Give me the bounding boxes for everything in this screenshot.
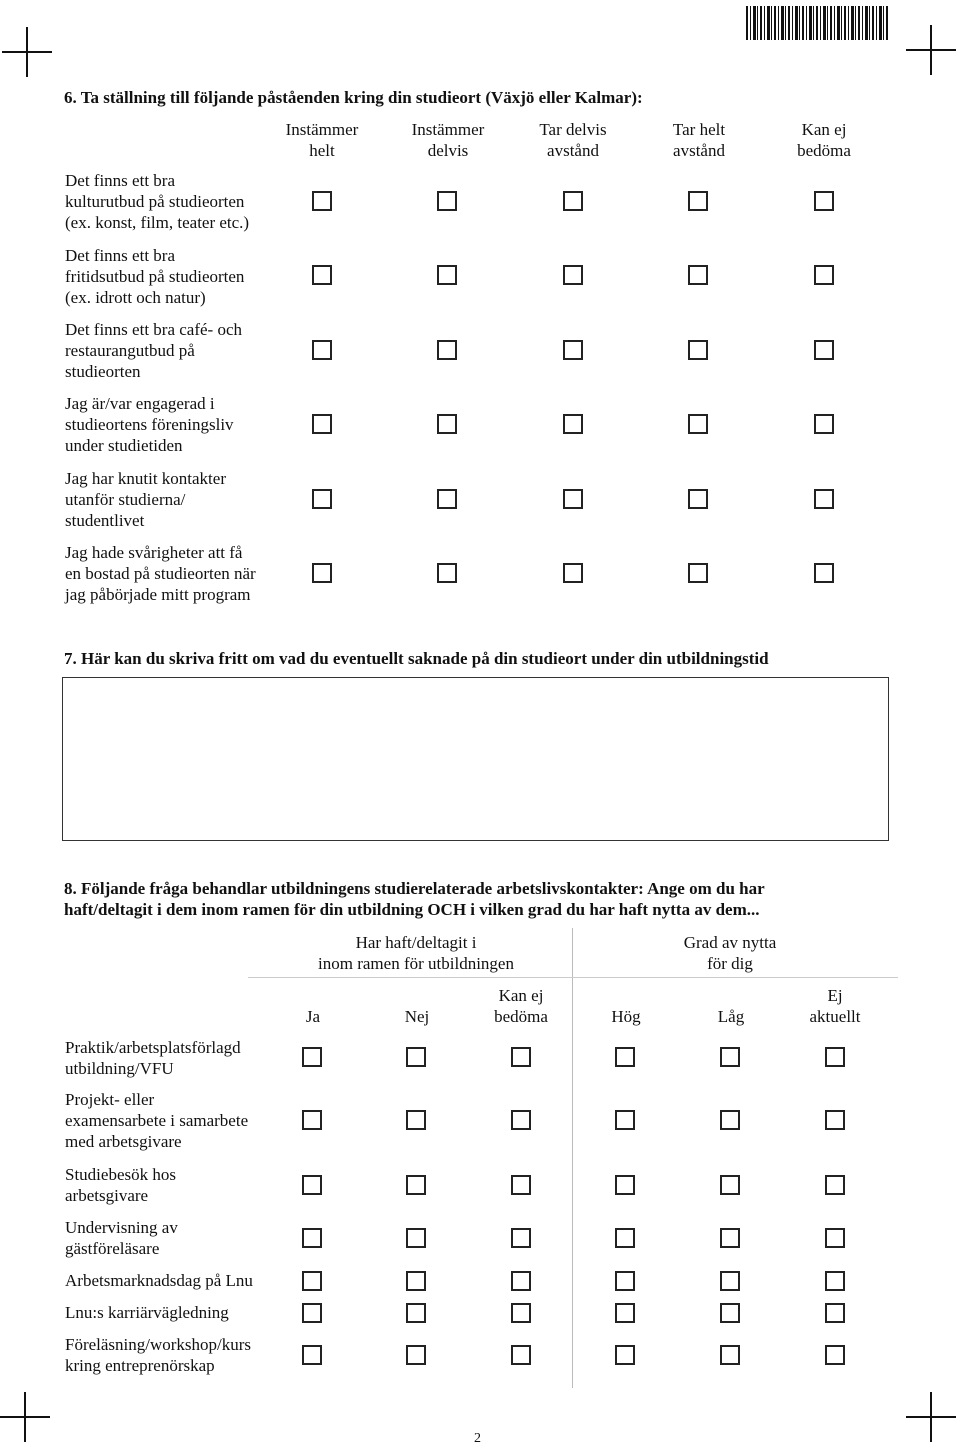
q7-free-text-field[interactable] (62, 677, 889, 841)
q8-col-header: Hög (611, 1007, 641, 1026)
q8-checkbox-r5-c2[interactable] (406, 1271, 426, 1291)
q8-checkbox-r6-c1[interactable] (302, 1303, 322, 1323)
q8-checkbox-r5-c6[interactable] (825, 1271, 845, 1291)
q8-col-header: Ej aktuellt (809, 986, 861, 1026)
q8-checkbox-r7-c1[interactable] (302, 1345, 322, 1365)
q8-checkbox-r5-c1[interactable] (302, 1271, 322, 1291)
q6-checkbox-r1-c1[interactable] (312, 191, 332, 211)
q8-checkbox-r1-c3[interactable] (511, 1047, 531, 1067)
q6-checkbox-r2-c3[interactable] (563, 265, 583, 285)
q6-checkbox-r5-c5[interactable] (814, 489, 834, 509)
q7-title: 7. Här kan du skriva fritt om vad du eventuellt saknade på din studieort under din utbildningstid (64, 649, 769, 668)
q8-row-label: Studiebesök hos arbetsgivare (65, 1165, 176, 1205)
q8-checkbox-r2-c6[interactable] (825, 1110, 845, 1130)
q8-header-rule (248, 977, 898, 978)
page-number: 2 (474, 1431, 481, 1446)
q6-checkbox-r4-c1[interactable] (312, 414, 332, 434)
registration-mark-top-left (2, 27, 52, 77)
q8-checkbox-r4-c4[interactable] (615, 1228, 635, 1248)
q8-checkbox-r5-c4[interactable] (615, 1271, 635, 1291)
q8-col-header: Låg (717, 1007, 745, 1026)
q8-row-label: Arbetsmarknadsdag på Lnu (65, 1271, 253, 1290)
q8-row-label: Praktik/arbetsplatsförlagd utbildning/VFU (65, 1038, 241, 1078)
q6-checkbox-r1-c4[interactable] (688, 191, 708, 211)
q8-row-label: Lnu:s karriärvägledning (65, 1303, 229, 1322)
q6-col-header: Instämmer helt (285, 120, 359, 160)
q8-checkbox-r4-c2[interactable] (406, 1228, 426, 1248)
q6-checkbox-r1-c5[interactable] (814, 191, 834, 211)
q6-checkbox-r1-c2[interactable] (437, 191, 457, 211)
registration-mark-top-right (906, 25, 956, 75)
q6-row-label: Det finns ett bra kulturutbud på studieorten (ex. konst, film, teater etc.) (65, 171, 250, 232)
q8-col-header: Kan ej bedöma (494, 986, 548, 1026)
q8-checkbox-r5-c3[interactable] (511, 1271, 531, 1291)
q8-col-header: Ja (305, 1007, 321, 1026)
q8-checkbox-r3-c1[interactable] (302, 1175, 322, 1195)
q6-row-label: Det finns ett bra café- och restaurangutbud på studieorten (65, 320, 242, 381)
q8-checkbox-r7-c5[interactable] (720, 1345, 740, 1365)
q6-row-label: Jag har knutit kontakter utanför studierna/ studentlivet (65, 469, 226, 530)
q6-col-header: Instämmer delvis (411, 120, 485, 160)
q6-checkbox-r6-c5[interactable] (814, 563, 834, 583)
q8-checkbox-r4-c6[interactable] (825, 1228, 845, 1248)
q8-checkbox-r6-c2[interactable] (406, 1303, 426, 1323)
q8-col-header: Nej (404, 1007, 430, 1026)
q8-checkbox-r7-c3[interactable] (511, 1345, 531, 1365)
registration-mark-bottom-right (906, 1392, 956, 1442)
q8-checkbox-r1-c1[interactable] (302, 1047, 322, 1067)
q6-checkbox-r3-c4[interactable] (688, 340, 708, 360)
q6-checkbox-r3-c2[interactable] (437, 340, 457, 360)
q6-checkbox-r4-c4[interactable] (688, 414, 708, 434)
q6-checkbox-r4-c5[interactable] (814, 414, 834, 434)
q8-checkbox-r4-c3[interactable] (511, 1228, 531, 1248)
q8-checkbox-r4-c5[interactable] (720, 1228, 740, 1248)
q6-col-header: Tar helt avstånd (672, 120, 726, 160)
q6-checkbox-r5-c3[interactable] (563, 489, 583, 509)
q8-row-label: Undervisning av gästföreläsare (65, 1218, 178, 1258)
q8-checkbox-r6-c5[interactable] (720, 1303, 740, 1323)
q8-checkbox-r7-c4[interactable] (615, 1345, 635, 1365)
q8-row-label: Projekt- eller examensarbete i samarbete med arbetsgivare (65, 1090, 249, 1151)
q6-checkbox-r3-c3[interactable] (563, 340, 583, 360)
q8-checkbox-r1-c5[interactable] (720, 1047, 740, 1067)
q8-title: 8. Följande fråga behandlar utbildningens studierelaterade arbetslivskontakter: Ange om du har haft/deltagit i dem inom ramen för din utbildning OCH i vilken grad du har haft nytta av dem... (64, 879, 765, 919)
q8-checkbox-r1-c6[interactable] (825, 1047, 845, 1067)
q8-group-header-participation: Har haft/deltagit i inom ramen för utbildningen (318, 933, 514, 973)
q8-checkbox-r7-c6[interactable] (825, 1345, 845, 1365)
q8-checkbox-r3-c4[interactable] (615, 1175, 635, 1195)
q6-checkbox-r6-c2[interactable] (437, 563, 457, 583)
q6-checkbox-r6-c4[interactable] (688, 563, 708, 583)
q6-checkbox-r1-c3[interactable] (563, 191, 583, 211)
q8-checkbox-r6-c4[interactable] (615, 1303, 635, 1323)
q6-checkbox-r6-c3[interactable] (563, 563, 583, 583)
q6-checkbox-r2-c2[interactable] (437, 265, 457, 285)
q8-checkbox-r2-c5[interactable] (720, 1110, 740, 1130)
q8-checkbox-r2-c2[interactable] (406, 1110, 426, 1130)
q8-checkbox-r3-c6[interactable] (825, 1175, 845, 1195)
registration-mark-bottom-left (0, 1392, 50, 1442)
q6-row-label: Jag är/var engagerad i studieortens föreningsliv under studietiden (65, 394, 234, 455)
q6-checkbox-r3-c1[interactable] (312, 340, 332, 360)
q8-checkbox-r1-c2[interactable] (406, 1047, 426, 1067)
q8-checkbox-r5-c5[interactable] (720, 1271, 740, 1291)
q6-checkbox-r5-c4[interactable] (688, 489, 708, 509)
q6-checkbox-r5-c1[interactable] (312, 489, 332, 509)
q6-checkbox-r2-c1[interactable] (312, 265, 332, 285)
barcode (746, 6, 890, 40)
q8-checkbox-r2-c1[interactable] (302, 1110, 322, 1130)
q8-checkbox-r2-c4[interactable] (615, 1110, 635, 1130)
q8-group-header-usefulness: Grad av nytta för dig (683, 933, 777, 973)
q6-checkbox-r3-c5[interactable] (814, 340, 834, 360)
q6-checkbox-r6-c1[interactable] (312, 563, 332, 583)
q8-checkbox-r3-c3[interactable] (511, 1175, 531, 1195)
q8-checkbox-r2-c3[interactable] (511, 1110, 531, 1130)
q8-checkbox-r3-c5[interactable] (720, 1175, 740, 1195)
q6-row-label: Det finns ett bra fritidsutbud på studieorten (ex. idrott och natur) (65, 246, 245, 307)
q6-col-header: Kan ej bedöma (797, 120, 851, 160)
q8-checkbox-r4-c1[interactable] (302, 1228, 322, 1248)
q6-checkbox-r5-c2[interactable] (437, 489, 457, 509)
q6-checkbox-r2-c4[interactable] (688, 265, 708, 285)
q6-row-label: Jag hade svårigheter att få en bostad på studieorten när jag påbörjade mitt program (65, 543, 256, 604)
q8-checkbox-r6-c6[interactable] (825, 1303, 845, 1323)
q6-checkbox-r2-c5[interactable] (814, 265, 834, 285)
q8-checkbox-r3-c2[interactable] (406, 1175, 426, 1195)
q8-checkbox-r1-c4[interactable] (615, 1047, 635, 1067)
q6-checkbox-r4-c3[interactable] (563, 414, 583, 434)
q8-checkbox-r7-c2[interactable] (406, 1345, 426, 1365)
q8-checkbox-r6-c3[interactable] (511, 1303, 531, 1323)
q6-title: 6. Ta ställning till följande påståenden kring din studieort (Växjö eller Kalmar): (64, 88, 643, 107)
q6-col-header: Tar delvis avstånd (539, 120, 607, 160)
q8-row-label: Föreläsning/workshop/kurs kring entreprenörskap (65, 1335, 252, 1375)
q6-checkbox-r4-c2[interactable] (437, 414, 457, 434)
